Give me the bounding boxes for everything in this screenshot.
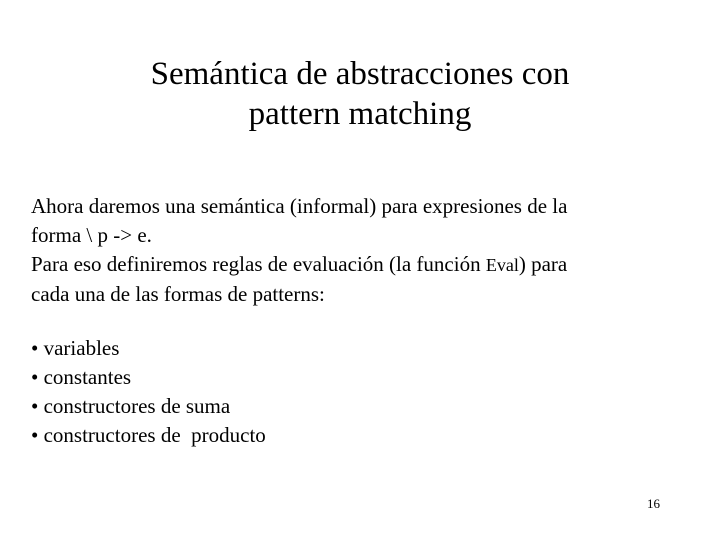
bullet-item: • constructores de suma (31, 394, 231, 418)
bullet-list (31, 334, 531, 450)
title-line-2: pattern matching (248, 96, 472, 132)
bullet-item: • variables (31, 336, 120, 360)
paragraph-1-line-2: forma \ p -> e. (31, 223, 152, 247)
paragraph-2-line-2: cada una de las formas de patterns: (31, 282, 325, 306)
bullet-item: • constructores de producto (31, 423, 266, 447)
paragraph-2-line-1 (31, 250, 691, 280)
paragraph-1-line-1: Ahora daremos una semántica (informal) para expresiones de la (31, 194, 568, 218)
title-line-1: Semántica de abstracciones con (150, 56, 570, 92)
eval-function-name: Eval (485, 255, 519, 275)
page-number: 16 (647, 496, 660, 511)
slide-title (0, 54, 720, 134)
body-text (31, 192, 691, 309)
paragraph-2-text-after: ) para (518, 252, 568, 276)
bullet-item: • constantes (31, 365, 132, 389)
paragraph-2-text-before: Para eso definiremos reglas de evaluación (la función (31, 252, 486, 276)
